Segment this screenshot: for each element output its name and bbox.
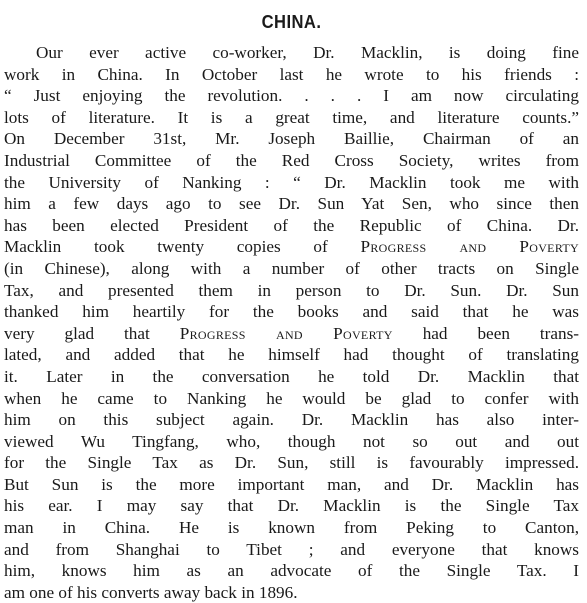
text-line: man in China. He is known from Peking to Canton, — [4, 518, 579, 538]
text-line: “ Just enjoying the revolution. . . . I am now circulating — [4, 86, 579, 106]
text-line: and from Shanghai to Tibet ; and everyone that knows — [4, 539, 579, 559]
text-line: But Sun is the more important man, and Dr. Macklin has — [4, 474, 579, 494]
text-line: lated, and added that he himself had thought of translating — [4, 345, 579, 365]
text-line: lots of literature. It is a great time, and literature counts.” — [4, 107, 579, 127]
text-line: him on this subject again. Dr. Macklin has also inter- — [4, 410, 579, 430]
text-line: the University of Nanking : “ Dr. Macklin took me with — [4, 172, 579, 192]
text-line: his ear. I may say that Dr. Macklin is the Single Tax — [4, 496, 579, 516]
text-line: when he came to Nanking he would be glad to confer with — [4, 388, 579, 408]
text-line: Macklin took twenty copies of Progress and Poverty — [4, 237, 579, 257]
text-line: him, knows him as an advocate of the Single Tax. I — [4, 561, 579, 581]
book-title: Progress and Poverty — [179, 323, 393, 343]
book-title: Progress and Poverty — [360, 237, 579, 257]
text-line: On December 31st, Mr. Joseph Baillie, Chairman of an — [4, 129, 579, 149]
text-line: Tax, and presented them in person to Dr. Sun. Dr. Sun — [4, 280, 579, 300]
text-line: work in China. In October last he wrote to his friends : — [4, 64, 579, 84]
article-body — [4, 42, 579, 603]
text-line: Industrial Committee of the Red Cross Society, writes from — [4, 150, 579, 170]
article-title: CHINA. — [261, 12, 322, 32]
text-line: Our ever active co-worker, Dr. Macklin, is doing fine — [36, 43, 579, 62]
text-line: him a few days ago to see Dr. Sun Yat Sen, who since then — [4, 194, 579, 214]
text-line: it. Later in the conversation he told Dr. Macklin that — [4, 366, 579, 386]
text-line: very glad that Progress and Poverty had been trans- — [4, 323, 579, 343]
text-line: for the Single Tax as Dr. Sun, still is favourably impressed. — [4, 453, 579, 473]
text-line: viewed Wu Tingfang, who, though not so out and out — [4, 431, 579, 451]
text-line: thanked him heartily for the books and said that he was — [4, 302, 579, 322]
text-line: am one of his converts away back in 1896. — [4, 582, 298, 602]
text-line: (in Chinese), along with a number of other tracts on Single — [4, 258, 579, 278]
text-line: has been elected President of the Republic of China. Dr. — [4, 215, 579, 235]
